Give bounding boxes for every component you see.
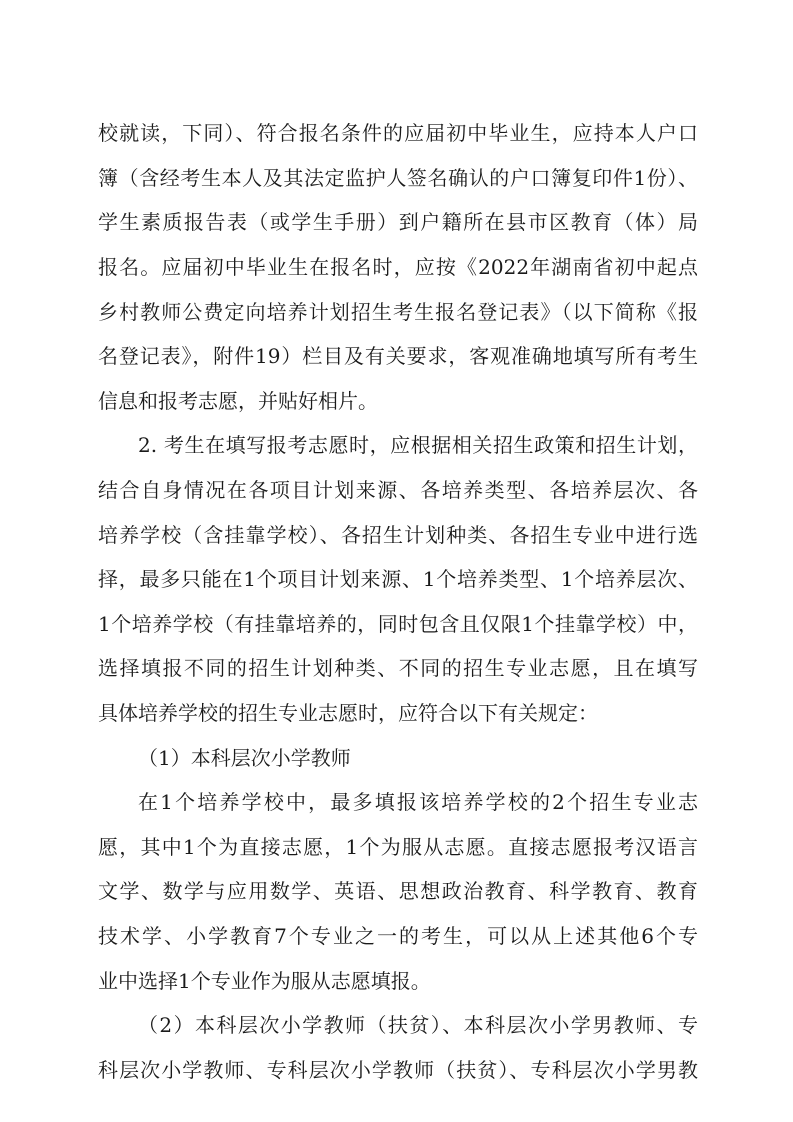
body-line-5: 乡村教师公费定向培养计划招生考生报名登记表》（以下简称《报 [98, 300, 698, 324]
body-line-7: 信息和报考志愿，并贴好相片。 [98, 389, 378, 413]
body-line-2: 簿（含经考生本人及其法定监护人签名确认的户口簿复印件1份）、 [98, 166, 698, 190]
body-line-19: 技术学、小学教育7个专业之一的考生，可以从上述其他6个专 [98, 924, 698, 948]
body-line-20: 业中选择1个专业作为服从志愿填报。 [98, 969, 431, 993]
body-line-4: 报名。应届初中毕业生在报名时，应按《2022年湖南省初中起点 [98, 255, 698, 279]
section-heading-1: （1）本科层次小学教师 [138, 746, 351, 770]
body-line-9: 结合自身情况在各项目计划来源、各培养类型、各培养层次、各 [98, 478, 698, 502]
body-line-22: 科层次小学教师、专科层次小学教师（扶贫）、专科层次小学男教 [98, 1058, 698, 1082]
body-line-3: 学生素质报告表（或学生手册）到户籍所在县市区教育（体）局 [98, 210, 698, 234]
body-line-8: 2. 考生在填写报考志愿时，应根据相关招生政策和招生计划， [138, 433, 698, 457]
body-line-18: 文学、数学与应用数学、英语、思想政治教育、科学教育、教育 [98, 879, 698, 903]
body-line-12: 1个培养学校（有挂靠培养的，同时包含且仅限1个挂靠学校）中， [98, 612, 698, 636]
body-line-11: 择，最多只能在1个项目计划来源、1个培养类型、1个培养层次、 [98, 567, 698, 591]
body-line-17: 愿，其中1个为直接志愿，1个为服从志愿。直接志愿报考汉语言 [98, 835, 698, 859]
body-line-21: （2）本科层次小学教师（扶贫）、本科层次小学男教师、专 [138, 1013, 698, 1037]
body-line-16: 在1个培养学校中，最多填报该培养学校的2个招生专业志 [138, 790, 698, 814]
body-line-14: 具体培养学校的招生专业志愿时，应符合以下有关规定： [98, 701, 598, 725]
body-line-13: 选择填报不同的招生计划种类、不同的招生专业志愿，且在填写 [98, 656, 698, 680]
body-line-10: 培养学校（含挂靠学校）、各招生计划种类、各招生专业中进行选 [98, 523, 698, 547]
body-line-1: 校就读，下同）、符合报名条件的应届初中毕业生，应持本人户口 [98, 121, 698, 145]
body-line-6: 名登记表》，附件19）栏目及有关要求，客观准确地填写所有考生 [98, 344, 698, 368]
